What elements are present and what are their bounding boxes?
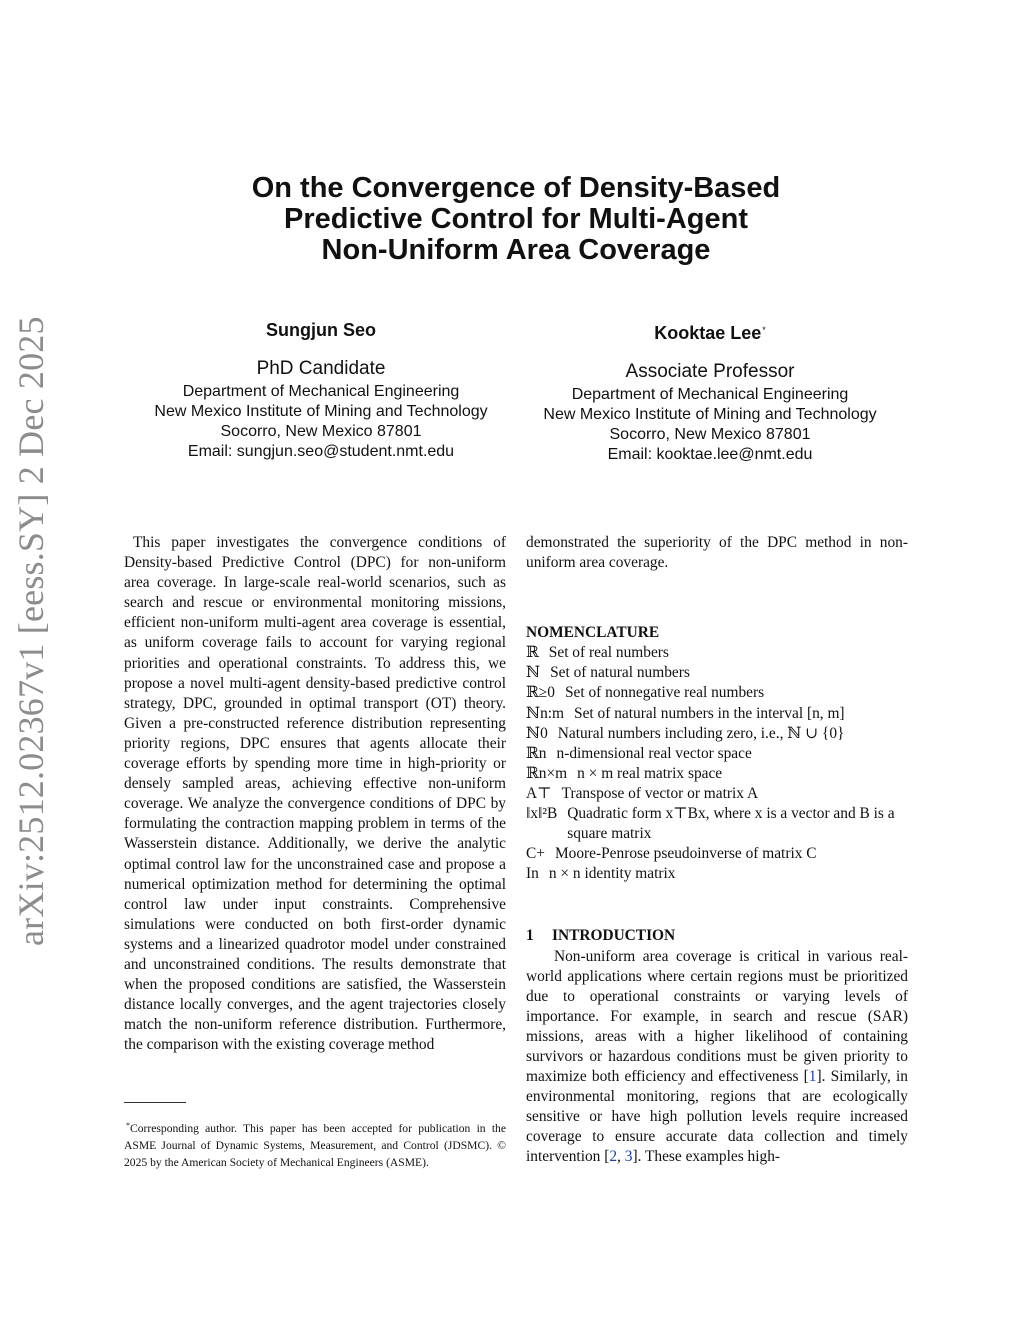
author-email: Email: kooktae.lee@nmt.edu — [607, 446, 813, 463]
nomenclature-desc: Set of real numbers — [548, 644, 669, 662]
footnote-divider — [124, 1102, 186, 1103]
nomenclature-item — [526, 804, 908, 844]
nomenclature-desc: Quadratic form x⊤Bx, where x is a vector and B is a square matrix — [567, 805, 895, 843]
title-line-2: Predictive Control for Multi-Agent — [284, 203, 748, 235]
nomenclature-item — [526, 864, 908, 884]
nomenclature-item — [526, 663, 908, 683]
nomenclature-symbol: C+ — [526, 845, 545, 863]
author-role: PhD Candidate — [256, 358, 386, 379]
citation-link[interactable]: 3 — [624, 1148, 633, 1166]
nomenclature-desc: Moore-Penrose pseudoinverse of matrix C — [554, 845, 817, 863]
nomenclature-symbol: In — [526, 865, 539, 883]
nomenclature-symbol: ℕ — [526, 664, 541, 682]
title-line-1: On the Convergence of Density-Based — [251, 172, 781, 204]
author-block-lee — [510, 318, 910, 465]
nomenclature-desc: Transpose of vector or matrix A — [561, 784, 759, 802]
nomenclature-symbol: ℝn×m — [526, 764, 568, 782]
author-address: Socorro, New Mexico 87801 — [220, 423, 422, 440]
nomenclature-desc: n × n identity matrix — [548, 865, 676, 883]
nomenclature-desc: Set of natural numbers — [550, 664, 690, 682]
nomenclature-desc: Set of natural numbers in the interval [n, m] — [574, 704, 845, 722]
section-heading-introduction — [526, 926, 908, 946]
nomenclature-item — [526, 643, 908, 663]
author-block-seo — [121, 318, 521, 462]
nomenclature-item — [526, 784, 908, 804]
title-line-3: Non-Uniform Area Coverage — [321, 234, 711, 266]
author-department: Department of Mechanical Engineering — [571, 386, 849, 403]
section-number: 1 — [526, 927, 534, 945]
nomenclature-desc: Set of nonnegative real numbers — [564, 684, 765, 702]
author-department: Department of Mechanical Engineering — [182, 383, 460, 400]
author-institution: New Mexico Institute of Mining and Technology — [543, 406, 877, 423]
nomenclature-item — [526, 724, 908, 744]
nomenclature-heading: NOMENCLATURE — [526, 624, 660, 642]
nomenclature-symbol: ℕn:m — [526, 704, 565, 722]
introduction-paragraph: Non-uniform area coverage is critical in various real-world applications where certain regions must be prioritized due to operational constraints or varying levels of importance. For example, in search and rescue (SAR) missions, areas with a higher likelihood of containing survivors or hazardous conditions must be given priority to maximize both efficiency and effectiveness [1]. Similarly, in environmental monitoring, regions that are ecologically sensitive or have high pollution levels require increased coverage to ensure accurate data collection and timely intervention [2, 3]. These examples high- — [526, 947, 908, 1166]
nomenclature-symbol: ℝ — [526, 644, 539, 662]
right-column — [526, 533, 908, 1168]
author-email: Email: sungjun.seo@student.nmt.edu — [187, 443, 455, 460]
abstract-text: This paper investigates the convergence conditions of Density-based Predictive Control (DPC) for non-uniform area coverage. In large-scale real-world scenarios, such as search and rescue or environmental monitoring missions, efficient non-uniform multi-agent area coverage is essential, as uniform coverage fails to account for varying regional priorities and operational constraints. To address this, we propose a novel multi-agent density-based predictive control strategy, DPC, grounded in optimal transport (OT) theory. Given a pre-constructed reference distribution representing priority regions, DPC ensures that agents allocate their coverage efforts by spending more time in high-priority or densely sampled areas, achieving effective non-uniform coverage. We analyze the convergence conditions of DPC by formulating the contraction mapping problem in terms of the Wasserstein distance. Additionally, we derive the analytic optimal control law for the unconstrained case and propose a numerical optimization method for determining the optimal control law under input constraints. Comprehensive simulations were conducted on both first-order dynamic systems and a linearized quadrotor model under constrained and unconstrained conditions. The results demonstrate that when the proposed conditions are satisfied, the Wasserstein distance locally converges, and the agent trajectories closely match the non-uniform reference distribution. Furthermore, the comparison with the existing coverage method — [124, 534, 506, 1054]
nomenclature-symbol: A⊤ — [526, 784, 552, 802]
section-title: INTRODUCTION — [552, 927, 676, 945]
nomenclature-item — [526, 844, 908, 864]
nomenclature-desc: n-dimensional real vector space — [556, 744, 752, 762]
arxiv-identifier-stamp: arXiv:2512.02367v1 [eess.SY] 2 Dec 2025 — [11, 316, 51, 946]
abstract-left-column — [124, 533, 506, 1055]
author-name: Sungjun Seo — [266, 320, 376, 340]
citation-link[interactable]: 1 — [808, 1068, 817, 1086]
nomenclature-symbol: ℕ0 — [526, 724, 548, 742]
abstract-continuation: demonstrated the superiority of the DPC method in non-uniform area coverage. — [526, 534, 908, 572]
citation-link[interactable]: 2 — [609, 1148, 618, 1166]
footnote-mark: * — [126, 1121, 130, 1130]
nomenclature-symbol: ‖x‖²B — [526, 805, 558, 823]
nomenclature-symbol: ℝn — [526, 744, 547, 762]
footnote-text: Corresponding author. This paper has been accepted for publication in the ASME Journal of Dynamic Systems, Measurement, and Control (JDSMC). © 2025 by the American Society of Mechanical Engineers (ASME). — [124, 1122, 506, 1169]
paper-title — [180, 173, 852, 266]
nomenclature-item — [526, 764, 908, 784]
nomenclature-desc: Natural numbers including zero, i.e., ℕ ∪ {0} — [557, 724, 845, 742]
author-institution: New Mexico Institute of Mining and Technology — [154, 403, 488, 420]
introduction-body — [526, 947, 908, 1168]
nomenclature-item — [526, 744, 908, 764]
footnote — [124, 1118, 506, 1172]
nomenclature-item — [526, 704, 908, 724]
author-address: Socorro, New Mexico 87801 — [609, 426, 811, 443]
author-role: Associate Professor — [625, 361, 795, 382]
corresponding-author-mark: * — [762, 325, 766, 335]
nomenclature-item — [526, 683, 908, 703]
nomenclature-symbol: ℝ≥0 — [526, 684, 555, 702]
nomenclature-desc: n × m real matrix space — [577, 764, 723, 782]
author-name: Kooktae Lee* — [654, 323, 766, 343]
nomenclature-list — [526, 643, 908, 884]
